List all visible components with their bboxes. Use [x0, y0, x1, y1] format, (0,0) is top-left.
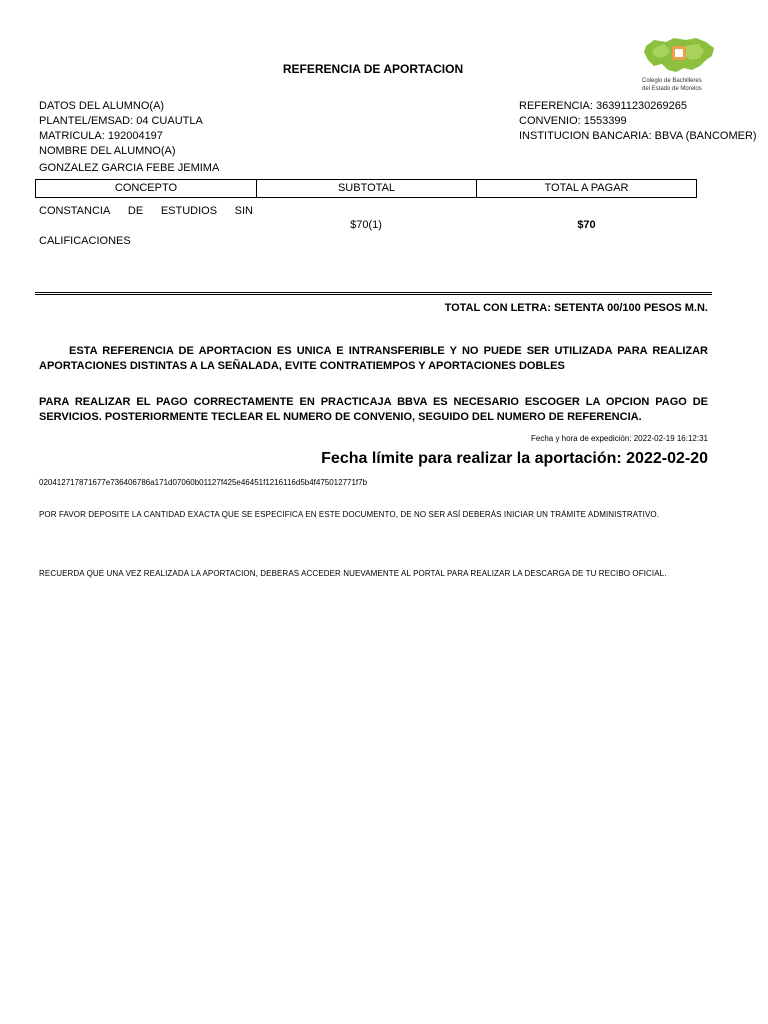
column-header-subtotal: SUBTOTAL [257, 180, 477, 197]
matricula-field: MATRICULA: 192004197 [39, 130, 163, 142]
subtotal-value: $70(1) [350, 219, 382, 231]
total-in-words: TOTAL CON LETRA: SETENTA 00/100 PESOS M.N. [444, 302, 708, 314]
referencia-field: REFERENCIA: 363911230269265 [519, 100, 687, 112]
student-info [39, 99, 203, 159]
institucion-field: INSTITUCION BANCARIA: BBVA (BANCOMER) [519, 130, 757, 142]
download-receipt-note: RECUERDA QUE UNA VEZ REALIZADA LA APORTACION, DEBERAS ACCEDER NUEVAMENTE AL PORTAL PARA REALIZAR LA DESCARGA DE TU RECIBO OFICIAL. [39, 569, 667, 578]
plantel-field: PLANTEL/EMSAD: 04 CUAUTLA [39, 115, 203, 127]
concept-table-header [35, 179, 697, 198]
verification-hash: 020412717871677e736406786a171d07060b01127f425e46451f1216116d5b4f475012771f7b [39, 478, 368, 487]
logo-caption: Colegio de Bachilleres del Estado de Morelos [642, 78, 702, 92]
student-name-label: NOMBRE DEL ALUMNO(A) [39, 145, 176, 157]
concept-text: CONSTANCIA DE ESTUDIOS SIN [39, 205, 253, 217]
divider [35, 292, 712, 295]
student-name: GONZALEZ GARCIA FEBE JEMIMA [39, 162, 220, 174]
convenio-field: CONVENIO: 1553399 [519, 115, 627, 127]
exact-amount-note: POR FAVOR DEPOSITE LA CANTIDAD EXACTA QUE SE ESPECIFICA EN ESTE DOCUMENTO, DE NO SER ASÍ DEBERÁS INICIAR UN TRÁMITE ADMINISTRATIVO. [39, 510, 660, 519]
due-date: Fecha límite para realizar la aportación: 2022-02-20 [321, 450, 708, 467]
notice-payment-instructions: PARA REALIZAR EL PAGO CORRECTAMENTE EN PRACTICAJA BBVA ES NECESARIO ESCOGER LA OPCION PAGO DE SERVICIOS. POSTERIORMENTE TECLEAR EL NUMERO DE CONVENIO, SEGUIDO DEL NUMERO DE REFERENCIA. [39, 396, 708, 423]
student-data-label: DATOS DEL ALUMNO(A) [39, 100, 165, 112]
column-header-total: TOTAL A PAGAR [544, 182, 629, 194]
institution-logo [634, 36, 758, 96]
total-value: $70 [577, 219, 596, 231]
concept-text-line2: CALIFICACIONES [39, 235, 131, 247]
issue-datetime: Fecha y hora de expedición: 2022-02-19 16:12:31 [530, 434, 708, 443]
reference-info [519, 99, 757, 144]
column-header-concepto: CONCEPTO [36, 180, 257, 197]
document-title: REFERENCIA DE APORTACION [282, 62, 464, 76]
notice-unique-reference: ESTA REFERENCIA DE APORTACION ES UNICA E INTRANSFERIBLE Y NO PUEDE SER UTILIZADA PARA REALIZAR APORTACIONES DISTINTAS A LA SEÑALADA, EVITE CONTRATIEMPOS Y APORTACIONES DOBLES [39, 345, 708, 372]
cobaem-logo-icon [640, 36, 720, 76]
